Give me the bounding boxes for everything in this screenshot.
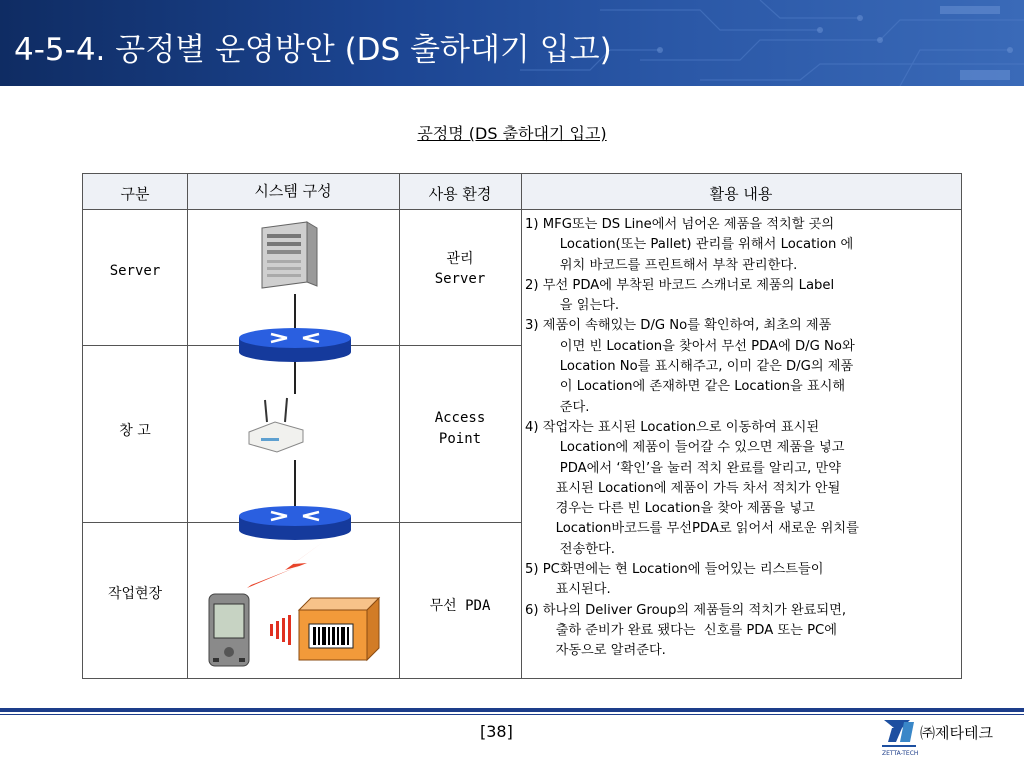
row-category-worksite: 작업현장: [107, 586, 163, 602]
company-name: ㈜제타테크: [920, 724, 993, 742]
usage-item-2: 2) 무선 PDA에 부착된 바코드 스캐너로 제품의 Label 을 읽는다.: [525, 277, 835, 314]
header-usage: 활용 내용: [709, 185, 773, 203]
usage-item-4: 4) 작업자는 표시된 Location으로 이동하여 표시된 Location에 제품이 들어갈 수 있으면 제품을 넣고 PDA에서 ‘확인’을 눌러 적치 완료를 알리고, 만약 표시된 Location에 제품이 가득 차서 적치가 안될 경우는 다른 빈 Location을 찾아 제품을 넣고 Location바코드를 무선PDA로 읽어서 새로운 위치를 전송한다.: [525, 419, 859, 557]
page-number: [38]: [480, 722, 513, 741]
slide-title: 4-5-4. 공정별 운영방안 (DS 출하대기 입고): [14, 32, 612, 68]
access-point-icon: [243, 396, 307, 456]
usage-item-1: 1) MFG또는 DS Line에서 넘어온 제품을 적치할 곳의 Location(또는 Pallet) 관리를 위해서 Location 에 위치 바코드를 프린트해서 부착 관리한다.: [525, 217, 854, 273]
pda-icon: [191, 594, 265, 670]
env-access-point: Access Point: [434, 410, 486, 447]
router-icon: [239, 506, 351, 540]
usage-item-3: 3) 제품이 속해있는 D/G No를 확인하여, 최초의 제품 이면 빈 Location을 찾아서 무선 PDA에 D/G No와 Location No를 표시해주고, 이미 같은 D/G의 제품 이 Location에 존재하면 같은 Location을 표시해 준다.: [525, 318, 855, 415]
usage-description: [521, 215, 961, 662]
company-logo-icon: [880, 716, 920, 752]
server-icon: [262, 222, 317, 288]
header-category: 구분: [120, 185, 150, 203]
barcode-box-icon: [299, 598, 379, 660]
logo-wordmark: ZETTA-TECH: [882, 750, 919, 757]
row-category-warehouse: 창 고: [119, 423, 151, 439]
env-wireless-pda: 무선 PDA: [429, 598, 491, 614]
title-banner: [0, 0, 1024, 86]
router-icon: [239, 328, 351, 362]
process-table: [82, 173, 962, 679]
header-system: 시스템 구성: [254, 182, 332, 200]
usage-item-6: 6) 하나의 Deliver Group의 제품들의 적치가 완료되면, 출하 준비가 완료 됐다는 신호를 PDA 또는 PC에 자동으로 알려준다.: [525, 602, 847, 659]
row-category-server: Server: [109, 263, 161, 279]
footer-rule-thin: [0, 714, 1024, 715]
env-management-server: 관리 Server: [434, 251, 486, 287]
header-environment: 사용 환경: [428, 185, 492, 203]
usage-item-5: 5) PC화면에는 현 Location에 들어있는 리스트들이 표시된다.: [525, 562, 824, 598]
signal-waves-icon: [270, 615, 291, 645]
process-name: 공정명 (DS 출하대기 입고): [417, 124, 607, 143]
wireless-signal-icon: [247, 542, 323, 588]
footer-rule: [0, 708, 1024, 712]
system-diagram: [187, 210, 399, 678]
